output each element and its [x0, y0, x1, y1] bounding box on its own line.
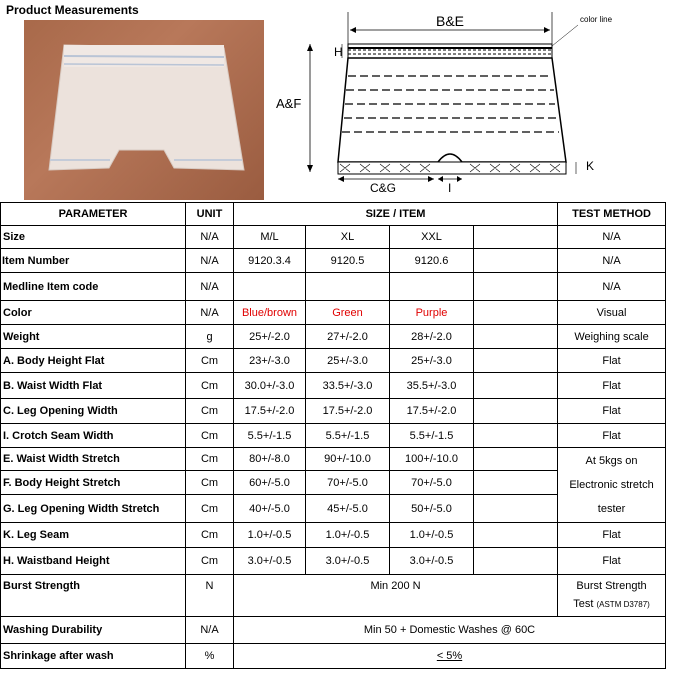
size-cell: 33.5+/-3.0	[306, 373, 390, 399]
unit-cell: N/A	[186, 273, 234, 301]
size-cell: 17.5+/-2.0	[234, 399, 306, 424]
size-cell: 35.5+/-3.0	[390, 373, 474, 399]
table-row	[1, 644, 666, 669]
param-cell: B. Waist Width Flat	[1, 373, 186, 399]
unit-cell: Cm	[186, 548, 234, 575]
color-cell: Purple	[390, 301, 474, 325]
unit-cell: N/A	[186, 617, 234, 644]
size-cell: 17.5+/-2.0	[390, 399, 474, 424]
param-cell: Item Number	[1, 249, 186, 273]
size-cell	[474, 373, 558, 399]
size-cell: 28+/-2.0	[390, 325, 474, 349]
size-cell	[474, 325, 558, 349]
unit-cell: N/A	[186, 226, 234, 249]
param-cell: E. Waist Width Stretch	[1, 448, 186, 471]
method-cell: Flat	[558, 424, 666, 448]
size-cell	[474, 349, 558, 373]
label-i: I	[448, 181, 452, 195]
method-cell: N/A	[558, 273, 666, 301]
table-row	[1, 273, 666, 301]
param-cell: Burst Strength	[1, 575, 186, 617]
unit-cell: Cm	[186, 471, 234, 495]
burst-method-line: Test	[573, 598, 594, 610]
page-title: Product Measurements	[6, 3, 139, 17]
table-row	[1, 301, 666, 325]
table-row	[1, 448, 666, 471]
washing-value-cell: Min 50 + Domestic Washes @ 60C	[234, 617, 666, 644]
header-method: TEST METHOD	[558, 203, 666, 226]
size-cell: 1.0+/-0.5	[306, 523, 390, 548]
size-cell: 23+/-3.0	[234, 349, 306, 373]
table-row	[1, 424, 666, 448]
size-cell	[474, 448, 558, 471]
unit-cell: Cm	[186, 523, 234, 548]
table-row	[1, 349, 666, 373]
method-cell: Flat	[558, 349, 666, 373]
table-row	[1, 548, 666, 575]
burst-method-line: Burst Strength	[576, 580, 647, 592]
size-cell: 9120.3.4	[234, 249, 306, 273]
color-cell: Green	[306, 301, 390, 325]
size-cell: 40+/-5.0	[234, 495, 306, 523]
method-cell: Visual	[558, 301, 666, 325]
method-cell: Flat	[558, 523, 666, 548]
burst-method-standard: (ASTM D3787)	[596, 600, 650, 609]
table-row	[1, 399, 666, 424]
size-cell: M/L	[234, 226, 306, 249]
table-row	[1, 249, 666, 273]
unit-cell: g	[186, 325, 234, 349]
size-cell	[234, 273, 306, 301]
size-cell: 3.0+/-0.5	[234, 548, 306, 575]
size-cell	[474, 226, 558, 249]
stretch-method-line: Electronic stretch	[569, 479, 654, 491]
stretch-method-cell	[558, 448, 666, 523]
size-cell: 25+/-3.0	[390, 349, 474, 373]
header-size: SIZE / ITEM	[234, 203, 558, 226]
label-color-line: color line	[580, 15, 613, 24]
size-cell: 1.0+/-0.5	[234, 523, 306, 548]
size-cell	[474, 301, 558, 325]
unit-cell: Cm	[186, 448, 234, 471]
unit-cell: Cm	[186, 349, 234, 373]
size-cell: 5.5+/-1.5	[390, 424, 474, 448]
size-cell	[474, 273, 558, 301]
size-cell: 27+/-2.0	[306, 325, 390, 349]
unit-cell: %	[186, 644, 234, 669]
size-cell: 90+/-10.0	[306, 448, 390, 471]
table-row	[1, 325, 666, 349]
label-cg: C&G	[370, 181, 397, 195]
param-cell: A. Body Height Flat	[1, 349, 186, 373]
size-cell	[390, 273, 474, 301]
spec-table	[0, 202, 666, 669]
size-cell: 1.0+/-0.5	[390, 523, 474, 548]
table-row	[1, 226, 666, 249]
param-cell: Weight	[1, 325, 186, 349]
color-cell: Blue/brown	[234, 301, 306, 325]
method-cell: N/A	[558, 226, 666, 249]
table-row	[1, 373, 666, 399]
param-cell: Shrinkage after wash	[1, 644, 186, 669]
method-cell: Weighing scale	[558, 325, 666, 349]
size-cell: 60+/-5.0	[234, 471, 306, 495]
stretch-method-line: At 5kgs on	[585, 455, 638, 467]
table-row	[1, 575, 666, 617]
param-cell: Washing Durability	[1, 617, 186, 644]
burst-value-cell: Min 200 N	[234, 575, 558, 617]
stretch-method-line: tester	[597, 503, 626, 515]
size-cell: 80+/-8.0	[234, 448, 306, 471]
label-af: A&F	[276, 96, 302, 111]
param-cell: K. Leg Seam	[1, 523, 186, 548]
size-cell	[474, 471, 558, 495]
param-cell: F. Body Height Stretch	[1, 471, 186, 495]
size-cell: 50+/-5.0	[390, 495, 474, 523]
param-cell: G. Leg Opening Width Stretch	[1, 495, 186, 523]
header-unit: UNIT	[186, 203, 234, 226]
burst-method-cell	[558, 575, 666, 617]
method-cell: N/A	[558, 249, 666, 273]
size-cell: 17.5+/-2.0	[306, 399, 390, 424]
unit-cell: Cm	[186, 495, 234, 523]
param-cell: I. Crotch Seam Width	[1, 424, 186, 448]
label-k: K	[586, 159, 595, 173]
size-cell: 9120.5	[306, 249, 390, 273]
size-cell	[474, 495, 558, 523]
unit-cell: N/A	[186, 249, 234, 273]
size-cell: 30.0+/-3.0	[234, 373, 306, 399]
size-cell: 3.0+/-0.5	[306, 548, 390, 575]
method-cell: Flat	[558, 548, 666, 575]
unit-cell: N	[186, 575, 234, 617]
method-cell: Flat	[558, 373, 666, 399]
product-photo	[24, 20, 264, 200]
size-cell: 25+/-3.0	[306, 349, 390, 373]
size-cell	[474, 249, 558, 273]
size-cell: 70+/-5.0	[390, 471, 474, 495]
label-be: B&E	[435, 13, 465, 29]
size-cell: XL	[306, 226, 390, 249]
unit-cell: N/A	[186, 301, 234, 325]
table-row	[1, 523, 666, 548]
header-parameter: PARAMETER	[1, 203, 186, 226]
size-cell	[474, 523, 558, 548]
size-cell: 5.5+/-1.5	[306, 424, 390, 448]
size-cell: 45+/-5.0	[306, 495, 390, 523]
size-cell: XXL	[390, 226, 474, 249]
param-cell: C. Leg Opening Width	[1, 399, 186, 424]
size-cell: 5.5+/-1.5	[234, 424, 306, 448]
size-cell	[474, 399, 558, 424]
size-cell: 100+/-10.0	[390, 448, 474, 471]
table-row	[1, 617, 666, 644]
unit-cell: Cm	[186, 399, 234, 424]
unit-cell: Cm	[186, 373, 234, 399]
param-cell: Medline Item code	[1, 273, 186, 301]
size-cell: 25+/-2.0	[234, 325, 306, 349]
measurement-diagram	[270, 4, 670, 200]
size-cell: 9120.6	[390, 249, 474, 273]
method-cell: Flat	[558, 399, 666, 424]
size-cell	[474, 424, 558, 448]
size-cell	[306, 273, 390, 301]
label-h: H	[334, 45, 343, 59]
param-cell: H. Waistband Height	[1, 548, 186, 575]
param-cell: Size	[1, 226, 186, 249]
param-cell: Color	[1, 301, 186, 325]
size-cell: 3.0+/-0.5	[390, 548, 474, 575]
shrinkage-value-cell: < 5%	[234, 644, 666, 669]
size-cell: 70+/-5.0	[306, 471, 390, 495]
size-cell	[474, 548, 558, 575]
unit-cell: Cm	[186, 424, 234, 448]
